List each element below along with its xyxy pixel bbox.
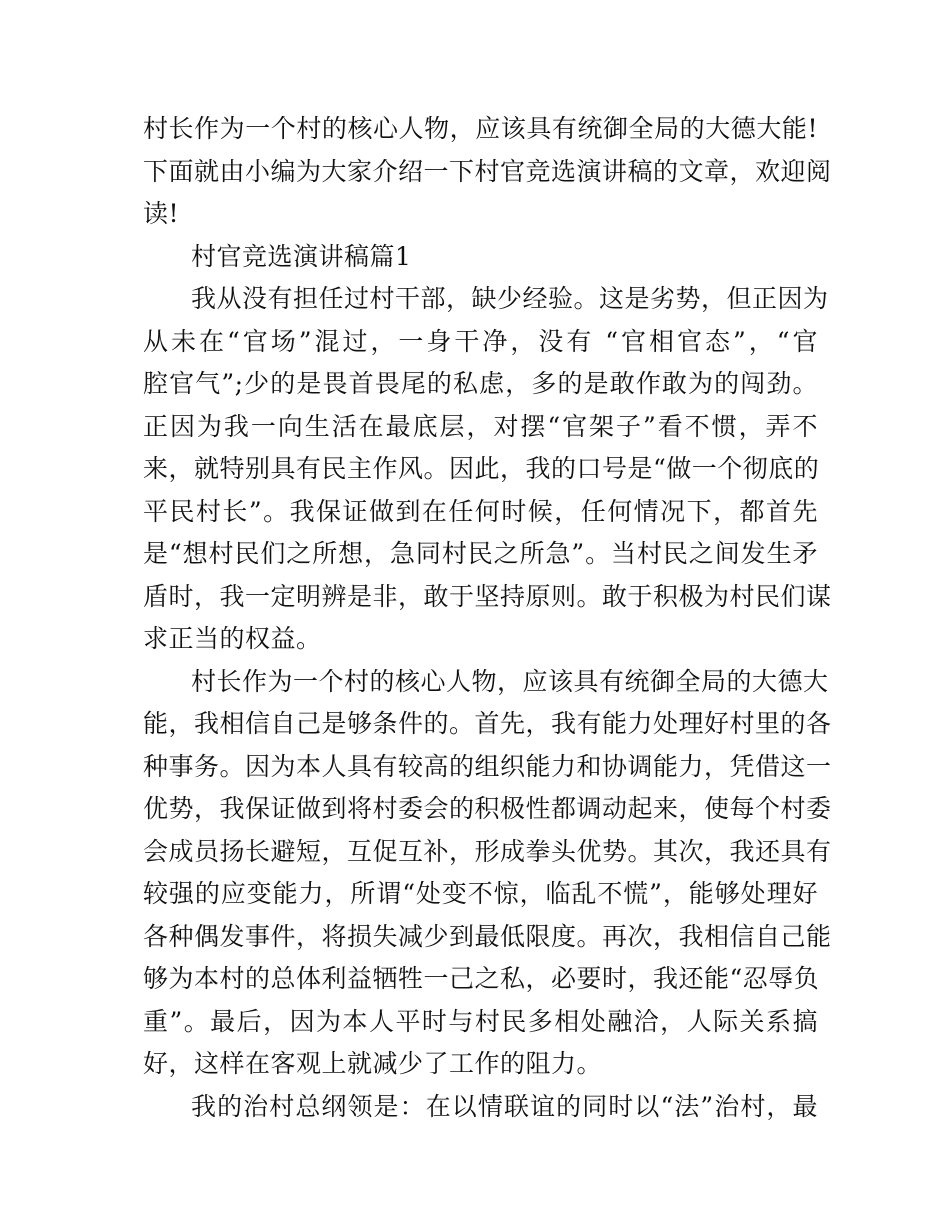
text-line: 种事务。因为本人具有较高的组织能力和协调能力，凭借这一	[143, 751, 832, 781]
text-line: 较强的应变能力，所谓“处变不惊，临乱不慌”，能够处理好	[143, 879, 818, 908]
text-line: 各种偶发事件，将损失减少到最低限度。再次，我相信自己能	[143, 921, 832, 951]
text-line: 正因为我一向生活在最底层，对摆“官架子”看不惯，弄不	[143, 411, 818, 441]
text-line: 平民村长”。我保证做到在任何时候，任何情况下，都首先	[143, 496, 818, 526]
text-line: 盾时，我一定明辨是非，敢于坚持原则。敢于积极为村民们谋	[143, 581, 832, 611]
text-line: 会成员扬长避短，互促互补，形成拳头优势。其次，我还具有	[143, 836, 832, 866]
paragraph-2	[143, 661, 832, 1086]
intro-paragraph	[143, 108, 832, 236]
paragraph-1	[143, 278, 832, 661]
text-line: 优势，我保证做到将村委会的积极性都调动起来，使每个村委	[143, 794, 832, 823]
text-line: 从未在“官场”混过，一身干净，没有 “官相官态”，“官	[143, 326, 818, 356]
text-line: 我从没有担任过村干部，缺少经验。这是劣势，但正因为	[191, 284, 829, 313]
text-line: 是“想村民们之所想，急同村民之所急”。当村民之间发生矛	[143, 539, 818, 568]
text-line: 能，我相信自己是够条件的。首先，我有能力处理好村里的各	[143, 709, 832, 738]
text-line: 我的治村总纲领是：在以情联谊的同时以“法”治村，最	[191, 1091, 818, 1121]
text-line: 下面就由小编为大家介绍一下村官竞选演讲稿的文章，欢迎阅	[143, 156, 832, 186]
document-body	[143, 108, 832, 1128]
text-line: 村长作为一个村的核心人物，应该具有统御全局的大德大能!	[143, 114, 818, 143]
text-line: 好，这样在客观上就减少了工作的阻力。	[143, 1049, 603, 1078]
section-title: 村官竞选演讲稿篇1	[191, 241, 412, 271]
paragraph-3	[143, 1086, 818, 1129]
text-line: 重”。最后，因为本人平时与村民多相处融洽，人际关系搞	[143, 1006, 818, 1036]
text-line: 腔官气”;少的是畏首畏尾的私虑，多的是敢作敢为的闯劲。	[143, 369, 818, 398]
text-line: 够为本村的总体利益牺牲一己之私，必要时，我还能“忍辱负	[143, 964, 820, 993]
text-line: 读!	[143, 199, 180, 228]
text-line: 求正当的权益。	[143, 624, 322, 653]
text-line: 村长作为一个村的核心人物，应该具有统御全局的大德大	[191, 666, 829, 696]
text-line: 来，就特别具有民主作风。因此，我的口号是“做一个彻底的	[143, 454, 820, 483]
